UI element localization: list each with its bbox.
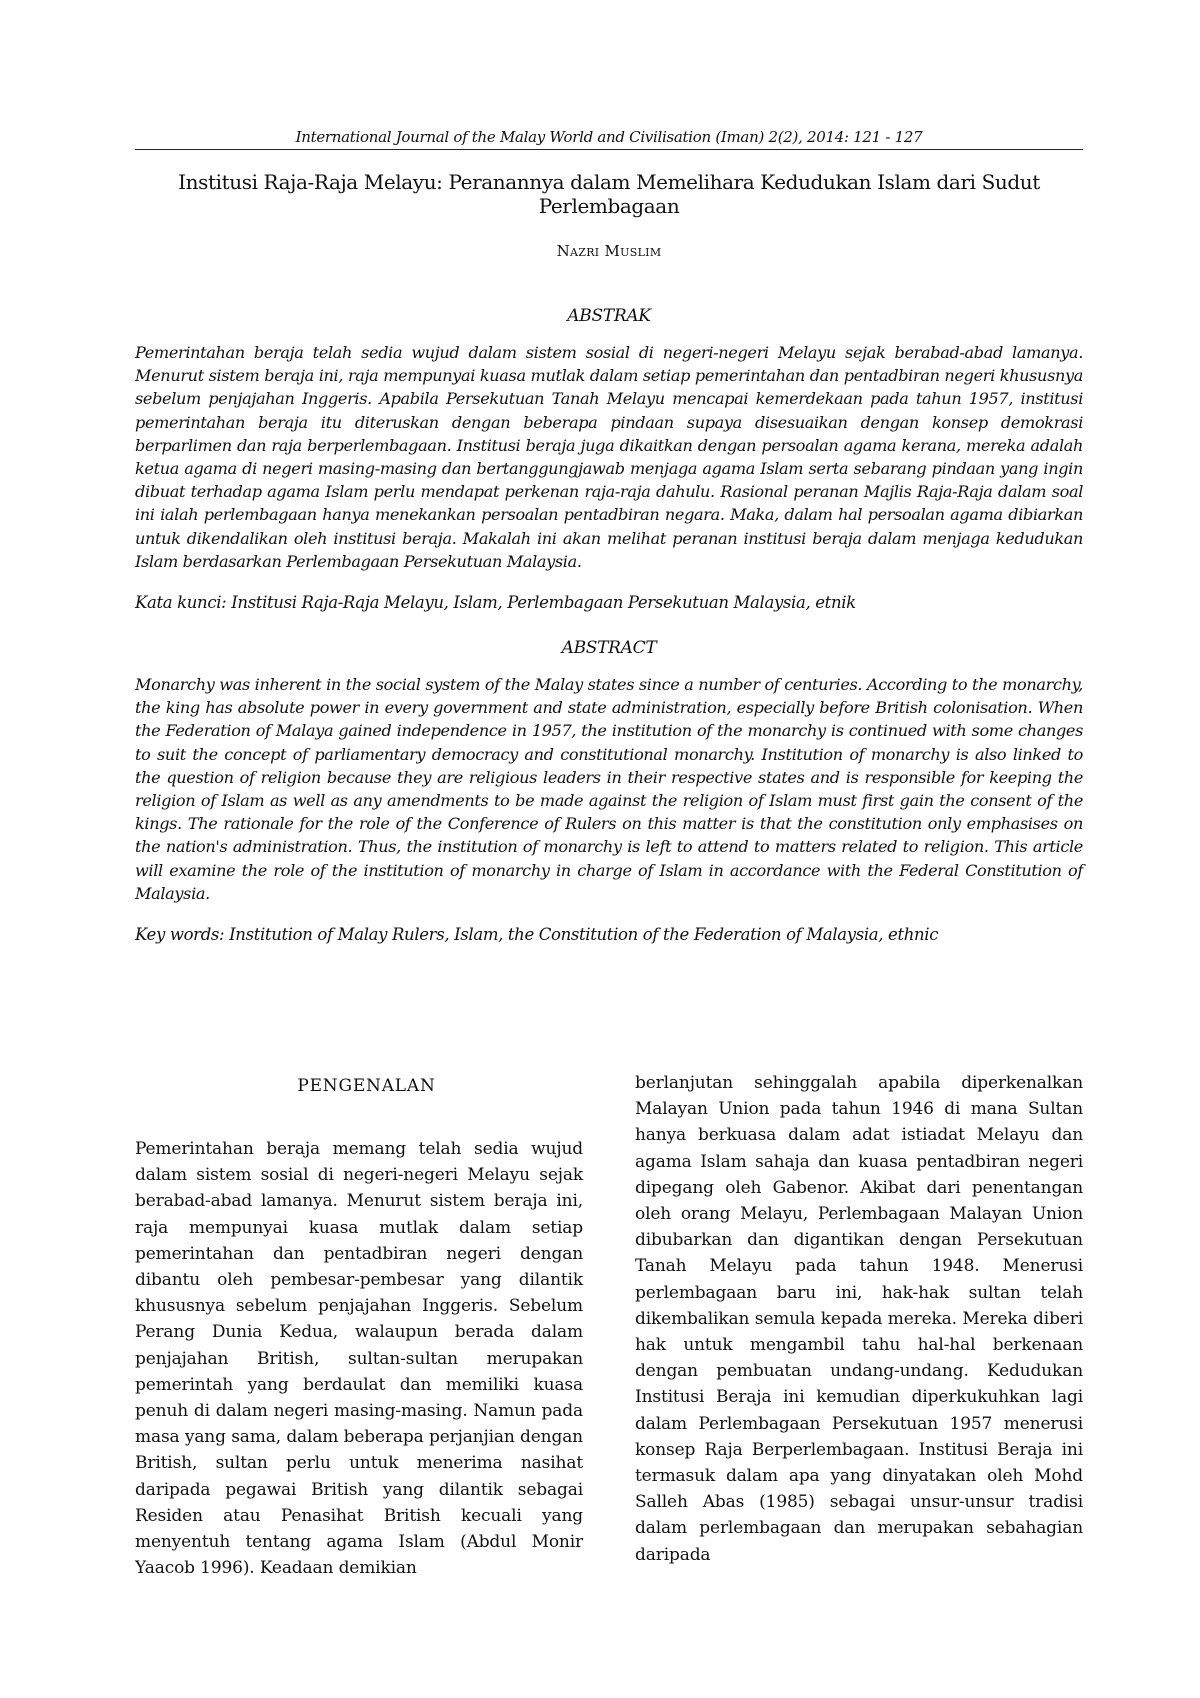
running-head: International Journal of the Malay World and Civilisation (Iman) 2(2), 2014: 121 - 127: [295, 128, 923, 146]
body-column-right: [635, 1070, 1083, 1568]
abstract-heading: ABSTRACT: [561, 638, 657, 658]
author-name: Nazri Muslim: [556, 242, 662, 260]
header-rule: [135, 149, 1083, 150]
body-column-left: [135, 1076, 583, 1581]
key-words: Key words: Institution of Malay Rulers, Islam, the Constitution of the Federation of Malaysia, ethnic: [135, 925, 939, 944]
kata-kunci: Kata kunci: Institusi Raja-Raja Melayu, Islam, Perlembagaan Persekutuan Malaysia, etnik: [135, 593, 856, 612]
body-paragraph-right: berlanjutan sehinggalah apabila diperkenalkan Malayan Union pada tahun 1946 di mana Sultan hanya berkuasa dalam adat istiadat Melayu dan agama Islam sahaja dan kuasa pentadbiran negeri dipegang oleh Gabenor. Akibat dari penentangan oleh orang Melayu, Perlembagaan Malayan Union dibubarkan dan digantikan dengan Persekutuan Tanah Melayu pada tahun 1948. Menerusi perlembagaan baru ini, hak-hak sultan telah dikembalikan semula kepada mereka. Mereka diberi hak untuk mengambil tahu hal-hal berkenaan dengan pembuatan undang-undang. Kedudukan Institusi Beraja ini kemudian diperkukuhkan lagi dalam Perlembagaan Persekutuan 1957 menerusi konsep Raja Berperlembagaan. Institusi Beraja ini termasuk dalam apa yang dinyatakan oleh Mohd Salleh Abas (1985) sebagai unsur-unsur tradisi dalam perlembagaan dan merupakan sebahagian daripada: [635, 1073, 1083, 1565]
article-title: Institusi Raja-Raja Melayu: Peranannya dalam Memelihara Kedudukan Islam dari Sudut Perlembagaan: [178, 170, 1040, 218]
abstrak-text: Pemerintahan beraja telah sedia wujud dalam sistem sosial di negeri-negeri Melayu sejak berabad-abad lamanya. Menurut sistem beraja ini, raja mempunyai kuasa mutlak dalam setiap pemerintahan dan pentadbiran negeri khususnya sebelum penjajahan Inggeris. Apabila Persekutuan Tanah Melayu mencapai kemerdekaan pada tahun 1957, institusi pemerintahan beraja itu diteruskan dengan beberapa pindaan supaya disesuaikan dengan konsep demokrasi berparlimen dan raja berperlembagaan. Institusi beraja juga dikaitkan dengan persoalan agama kerana, mereka adalah ketua agama di negeri masing-masing dan bertanggungjawab menjaga agama Islam serta sebarang pindaan yang ingin dibuat terhadap agama Islam perlu mendapat perkenan raja-raja dahulu. Rasional peranan Majlis Raja-Raja dalam soal ini ialah perlembagaan hanya menekankan persoalan pentadbiran negara. Maka, dalam hal persoalan agama dibiarkan untuk dikendalikan oleh institusi beraja. Makalah ini akan melihat peranan institusi beraja dalam menjaga kedudukan Islam berdasarkan Perlembagaan Persekutuan Malaysia.: [135, 343, 1083, 571]
section-heading-pengenalan: PENGENALAN: [297, 1076, 436, 1096]
abstract-text: Monarchy was inherent in the social system of the Malay states since a number of centuries. According to the monarchy, the king has absolute power in every government and state administration, especially before British colonisation. When the Federation of Malaya gained independence in 1957, the institution of the monarchy is continued with some changes to suit the concept of parliamentary democracy and constitutional monarchy. Institution of monarchy is also linked to the question of religion because they are religious leaders in their respective states and is responsible for keeping the religion of Islam as well as any amendments to be made against the religion of Islam must first gain the consent of the kings. The rationale for the role of the Conference of Rulers on this matter is that the constitution only emphasises on the nation's administration. Thus, the institution of monarchy is left to attend to matters related to religion. This article will examine the role of the institution of monarchy in charge of Islam in accordance with the Federal Constitution of Malaysia.: [135, 675, 1083, 903]
body-paragraph-left: Pemerintahan beraja memang telah sedia wujud dalam sistem sosial di negeri-negeri Melayu sejak berabad-abad lamanya. Menurut sistem beraja ini, raja mempunyai kuasa mutlak dalam setiap pemerintahan dan pentadbiran negeri dengan dibantu oleh pembesar-pembesar yang dilantik khususnya sebelum penjajahan Inggeris. Sebelum Perang Dunia Kedua, walaupun berada dalam penjajahan British, sultan-sultan merupakan pemerintah yang berdaulat dan memiliki kuasa penuh di dalam negeri masing-masing. Namun pada masa yang sama, dalam beberapa perjanjian dengan British, sultan perlu untuk menerima nasihat daripada pegawai British yang dilantik sebagai Residen atau Penasihat British kecuali yang menyentuh tentang agama Islam (Abdul Monir Yaacob 1996). Keadaan demikian: [135, 1139, 583, 1579]
abstrak-heading: ABSTRAK: [567, 306, 651, 326]
